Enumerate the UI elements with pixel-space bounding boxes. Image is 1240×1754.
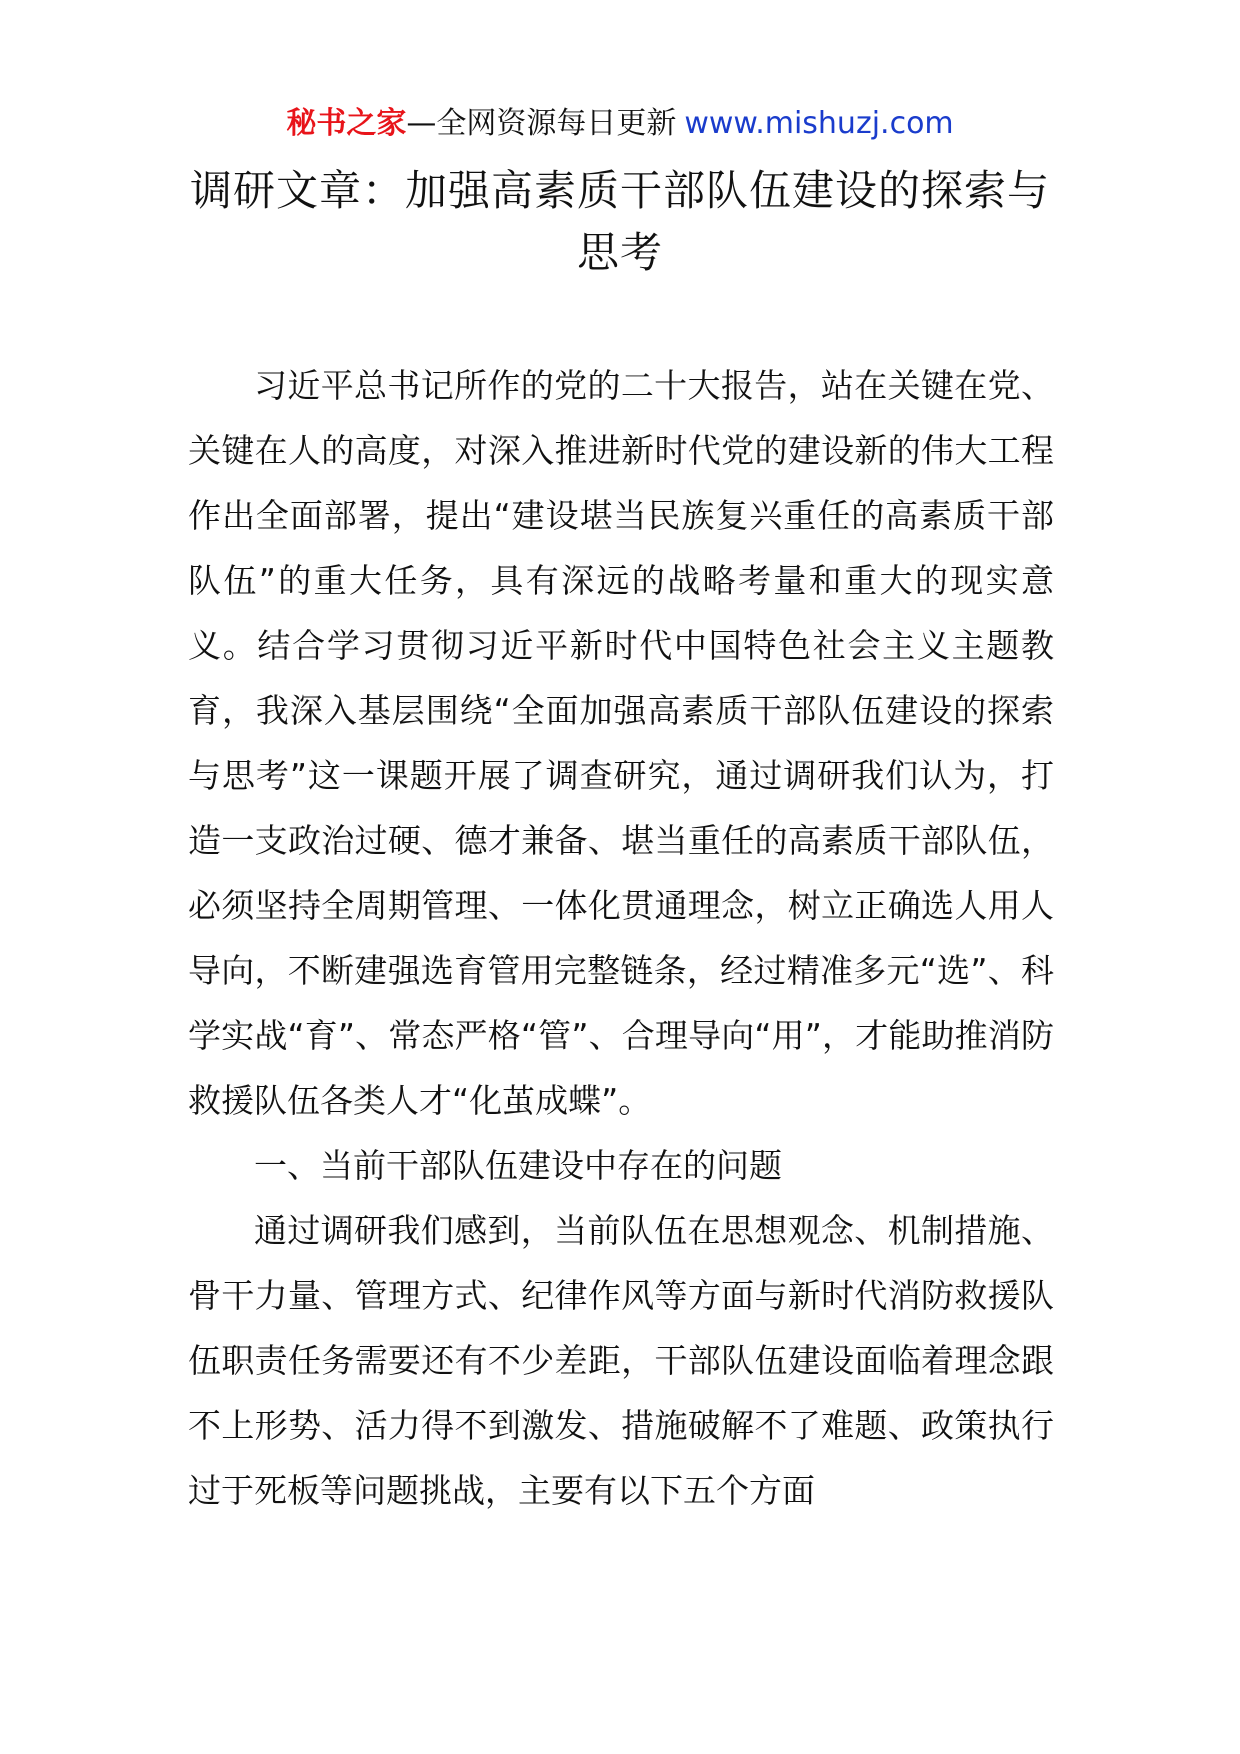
intro-paragraph: 习近平总书记所作的党的二十大报告，站在关键在党、关键在人的高度，对深入推进新时代党的建设新的伟大工程作出全面部署，提出“建设堪当民族复兴重任的高素质干部队伍”的重大任务，具有深远的战略考量和重大的现实意义。结合学习贯彻习近平新时代中国特色社会主义主题教育，我深入基层围绕“全面加强高素质干部队伍建设的探索与思考”这一课题开展了调查研究，通过调研我们认为，打造一支政治过硬、德才兼备、堪当重任的高素质干部队伍，必须坚持全周期管理、一体化贯通理念，树立正确选人用人导向，不断建强选育管用完整链条，经过精准多元“选”、科学实战“育”、常态严格“管”、合理导向“用”，才能助推消防救援队伍各类人才“化茧成蝶”。 [188, 366, 1054, 1120]
body-paragraph: 通过调研我们感到，当前队伍在思想观念、机制措施、骨干力量、管理方式、纪律作风等方面与新时代消防救援队伍职责任务需要还有不少差距，干部队伍建设面临着理念跟不上形势、活力得不到激发、措施破解不了难题、政策执行过于死板等问题挑战，主要有以下五个方面 [188, 1211, 1054, 1510]
brand-tagline: —全网资源每日更新 [406, 106, 677, 141]
watermark-header [0, 104, 1240, 144]
section-heading: 一、当前干部队伍建设中存在的问题 [254, 1146, 782, 1185]
document-title: 调研文章：加强高素质干部队伍建设的探索与思考 [189, 166, 1050, 277]
document-body [188, 353, 1054, 1523]
site-url-link[interactable]: www.mishuzj.com [684, 106, 954, 141]
brand-name: 秘书之家 [286, 106, 407, 141]
